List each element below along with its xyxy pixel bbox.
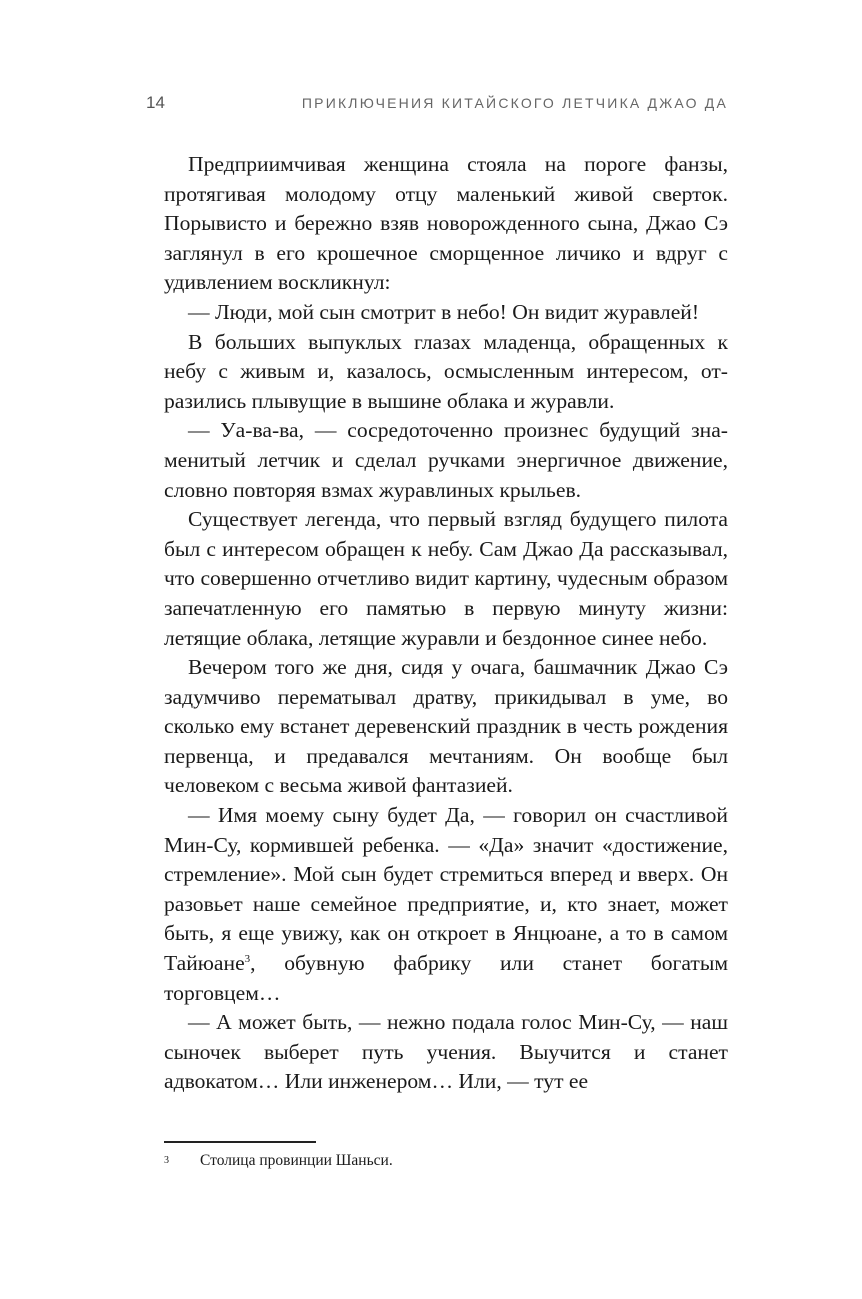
paragraph: — А может быть, — нежно подала голос Мин-Су, — наш сыночек выберет путь учения. Выучится и станет адвокатом… Или инженером… Или, — тут ее xyxy=(164,1010,728,1094)
paragraph: Предприимчивая женщина стояла на пороге фанзы, протягивая молодому отцу маленький живой сверток. Порывисто и бережно взяв новорожденного сына, Джао Сэ заглянул в его крошечное сморщенное личико и вдруг с удивлением воскликнул: xyxy=(164,152,728,295)
paragraph: Существует легенда, что первый взгляд будущего пилота был с интересом обращен к небу. Сам Джао Да рассказывал, что совершенно отчетливо видит картину, чудесным образом запечатленную его памятью в первую минуту жизни: летящие облака, летящие журавли и бездонное синее небо. xyxy=(164,507,728,650)
footnote-text: Столица провинции Шаньси. xyxy=(200,1152,393,1169)
footnote-divider xyxy=(164,1141,316,1143)
footnote-reference: 3 xyxy=(244,952,251,965)
footnote-marker: 3 xyxy=(164,1155,169,1166)
paragraph-text-continued: , обувную фабрику или станет богатым торговцем… xyxy=(164,951,728,1005)
paragraph xyxy=(164,801,728,1008)
paragraph: В больших выпуклых глазах младенца, обращенных к небу с живым и, казалось, осмысленным интересом, отразились плывущие в вышине облака и журавли. xyxy=(164,329,728,413)
paragraph-text: — Имя моему сыну будет Да, — говорил он счастливой Мин-Су, кормившей ребенка. — «Да» значит «достижение, стремление». Мой сын будет стремиться вперед и вверх. Он разовьет наше семейное предприятие, и, кто знает, может быть, я еще увижу, как он откроет в Янцюане, а то в самом Тайюане xyxy=(164,803,728,976)
running-title: ПРИКЛЮЧЕНИЯ КИТАЙСКОГО ЛЕТЧИКА ДЖАО ДА xyxy=(301,95,728,111)
paragraph: — Люди, мой сын смотрит в небо! Он видит журавлей! xyxy=(188,299,700,324)
paragraph: Вечером того же дня, сидя у очага, башмачник Джао Сэ задумчиво перематывал дратву, прикидывал в уме, во сколько ему встанет деревенский праздник в честь рождения первенца, и предавался мечтаниям. Он вообще был человеком с весьма живой фантазией. xyxy=(164,655,728,798)
page-number: 14 xyxy=(146,93,165,112)
paragraph: — Уа-ва-ва, — сосредоточенно произнес будущий знаменитый летчик и сделал ручками энергичное движение, словно повторяя взмах журавлиных крыльев. xyxy=(164,418,728,502)
footnote xyxy=(164,1151,728,1171)
body-text xyxy=(164,150,728,1097)
